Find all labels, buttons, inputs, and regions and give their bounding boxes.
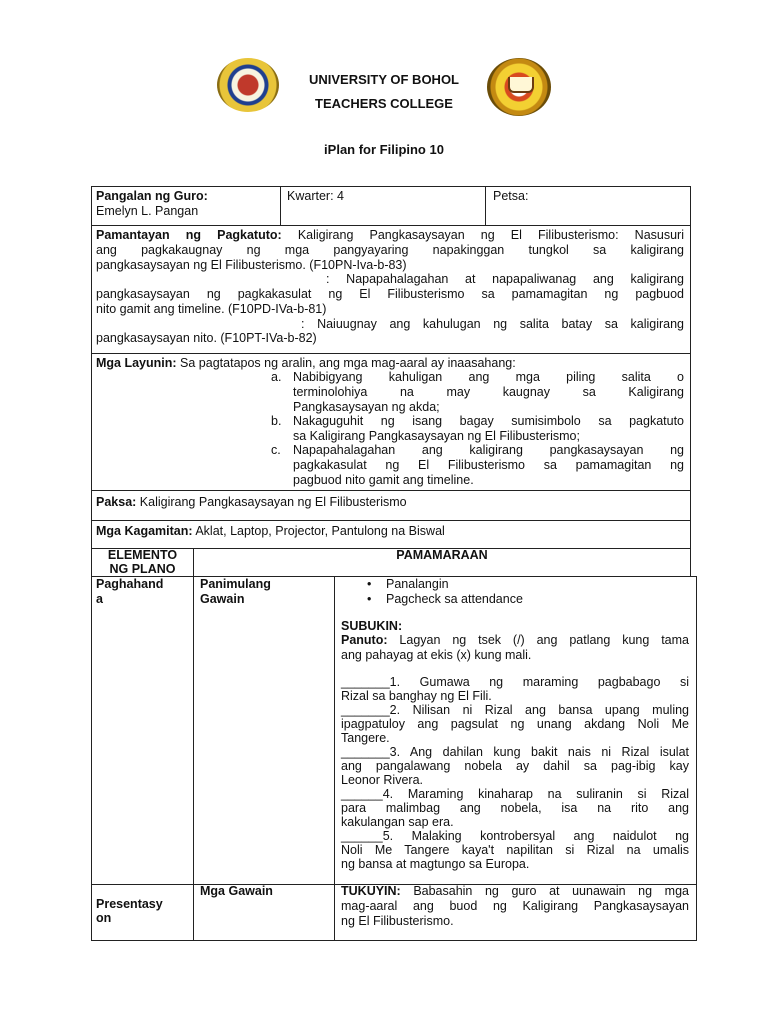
panuto-label: Panuto: [341, 633, 388, 647]
objective-b-line-2: sa Kaligirang Pangkasaysayan ng El Filibusterismo; [293, 429, 580, 443]
objective-a-marker: a. [271, 370, 282, 384]
standards-line-5: pangkasaysayan ng pagkakasulat ng El Filibusterismo sa pamamagitan ng pagbuod [96, 287, 684, 301]
objectives-label: Mga Layunin: [96, 356, 177, 370]
teacher-label: Pangalan ng Guro: [96, 189, 208, 203]
row1-activity-cell [193, 576, 335, 885]
quarter: Kwarter: 4 [287, 189, 344, 203]
tukuyin-line-2: mag-aaral ang buod ng Kaligirang Pangkasaysayan [341, 899, 689, 913]
row2-element-line-2: on [96, 911, 112, 925]
objective-c-line-1: Napapahalagahan ang kaligirang pangkasaysayan ng [293, 443, 684, 457]
row1-element-line-2: a [96, 592, 103, 606]
standards-text-1: Kaligirang Pangkasaysayan ng El Filibusterismo: Nasusuri [297, 228, 684, 242]
method-header: PAMAMARAAN [396, 548, 488, 562]
objective-a-line-1: Nabibigyang kahuligan ang mga piling salita o [293, 370, 684, 384]
topic-line [96, 495, 407, 510]
row2-activity: Mga Gawain [200, 884, 273, 898]
standards-line-4: : Napapahalagahan at napapaliwanag ang kaligirang [326, 272, 684, 286]
row1-element-line-1: Paghahand [96, 577, 164, 591]
date-label: Petsa: [493, 189, 529, 203]
row1-element-cell [91, 576, 194, 885]
tukuyin-line-3: ng El Filibusterismo. [341, 914, 454, 928]
topic-value: Kaligirang Pangkasaysayan ng El Filibusterismo [139, 495, 407, 509]
objective-c-line-2: pagkakasulat ng El Filibusterismo sa pamamagitan ng [293, 458, 684, 472]
university-name: UNIVERSITY OF BOHOL [309, 72, 459, 87]
element-header-line-1: ELEMENTO [107, 548, 178, 562]
quiz-item-2-line-1: _______2. Nilisan ni Rizal ang bansa upang muling [341, 703, 689, 717]
objectives-intro: Sa pagtatapos ng aralin, ang mga mag-aaral ay inaasahang: [180, 356, 516, 370]
standards-line-2: ang pagkakaugnay ng mga pangyayaring napakinggan tungkol sa kaligirang [96, 243, 684, 257]
quiz-item-2-line-2: ipagpatuloy ang pagsulat ng unang akdang Noli Me [341, 717, 689, 731]
panuto-line-1 [341, 633, 689, 648]
quiz-item-3-line-3: Leonor Rivera. [341, 773, 423, 787]
materials-value: Aklat, Laptop, Projector, Pantulong na Biswal [195, 524, 445, 538]
standards-label: Pamantayan ng Pagkatuto: [96, 228, 282, 242]
quiz-item-4-line-3: kakulangan sap era. [341, 815, 454, 829]
quiz-item-3-line-2: ang pangalawang nobela ay dahil sa pag-ibig kay [341, 759, 689, 773]
college-name: TEACHERS COLLEGE [315, 96, 453, 111]
objective-b-marker: b. [271, 414, 282, 428]
materials-line [96, 524, 445, 539]
row1-activity-line-2: Gawain [200, 592, 245, 606]
row2-element-line-1: Presentasy [96, 897, 163, 911]
tukuyin-label: TUKUYIN: [341, 884, 401, 898]
subukin-heading: SUBUKIN: [341, 619, 403, 633]
tukuyin-text-1: Babasahin ng guro at uunawain ng mga [413, 884, 689, 898]
quiz-item-1-line-2: Rizal sa banghay ng El Fili. [341, 689, 492, 703]
objective-c-marker: c. [271, 443, 281, 457]
quiz-item-1-line-1: _______1. Gumawa ng maraming pagbabago si [341, 675, 689, 689]
panuto-line-2: ang pahayag at ekis (x) kung mali. [341, 648, 532, 662]
quiz-item-2-line-3: Tangere. [341, 731, 390, 745]
standards-line-7: : Naiuugnay ang kahulugan ng salita batay sa kaligirang [301, 317, 684, 331]
panuto-text-1: Lagyan ng tsek (/) ang patlang kung tama [399, 633, 689, 647]
materials-label: Mga Kagamitan: [96, 524, 193, 538]
standards-line-6: nito gamit ang timeline. (F10PD-IVa-b-81) [96, 302, 327, 316]
standards-line-3: pangkasaysayan ng El Filibusterismo. (F10PN-Iva-b-83) [96, 258, 407, 272]
plan-title: iPlan for Filipino 10 [324, 142, 444, 157]
standards-line-8: pangkasaysayan nito. (F10PT-IVa-b-82) [96, 331, 317, 345]
bullet-item: • Panalangin [386, 577, 449, 592]
topic-label: Paksa: [96, 495, 137, 509]
objective-c-line-3: pagbuod nito gamit ang timeline. [293, 473, 474, 487]
quiz-item-5-line-2: Noli Me Tangere kaya't napilitan si Rizal na umalis [341, 843, 689, 857]
element-header-line-2: NG PLANO [109, 562, 176, 576]
bullet-item: • Pagcheck sa attendance [386, 592, 523, 607]
standards-line-1 [96, 228, 684, 243]
quiz-item-5-line-3: ng bansa at magtungo sa Europa. [341, 857, 530, 871]
objective-b-line-1: Nakaguguhit ng isang bagay sumisimbolo sa pagkatuto [293, 414, 684, 428]
quiz-item-3-line-1: _______3. Ang dahilan kung bakit nais ni Rizal isulat [341, 745, 689, 759]
tukuyin-line-1 [341, 884, 689, 899]
objective-a-line-2: terminolohiya na may kaugnay sa Kaligirang [293, 385, 684, 399]
quiz-item-4-line-1: ______4. Maraming kinaharap na suliranin si Rizal [341, 787, 689, 801]
quiz-item-5-line-1: ______5. Malaking kontrobersyal ang naidulot ng [341, 829, 689, 843]
objective-a-line-3: Pangkasaysayan ng akda; [293, 400, 440, 414]
teacher-name: Emelyn L. Pangan [96, 204, 199, 218]
quiz-item-4-line-2: para malimbag ang nobela, isa na rito ang [341, 801, 689, 815]
row1-activity-line-1: Panimulang [200, 577, 271, 591]
